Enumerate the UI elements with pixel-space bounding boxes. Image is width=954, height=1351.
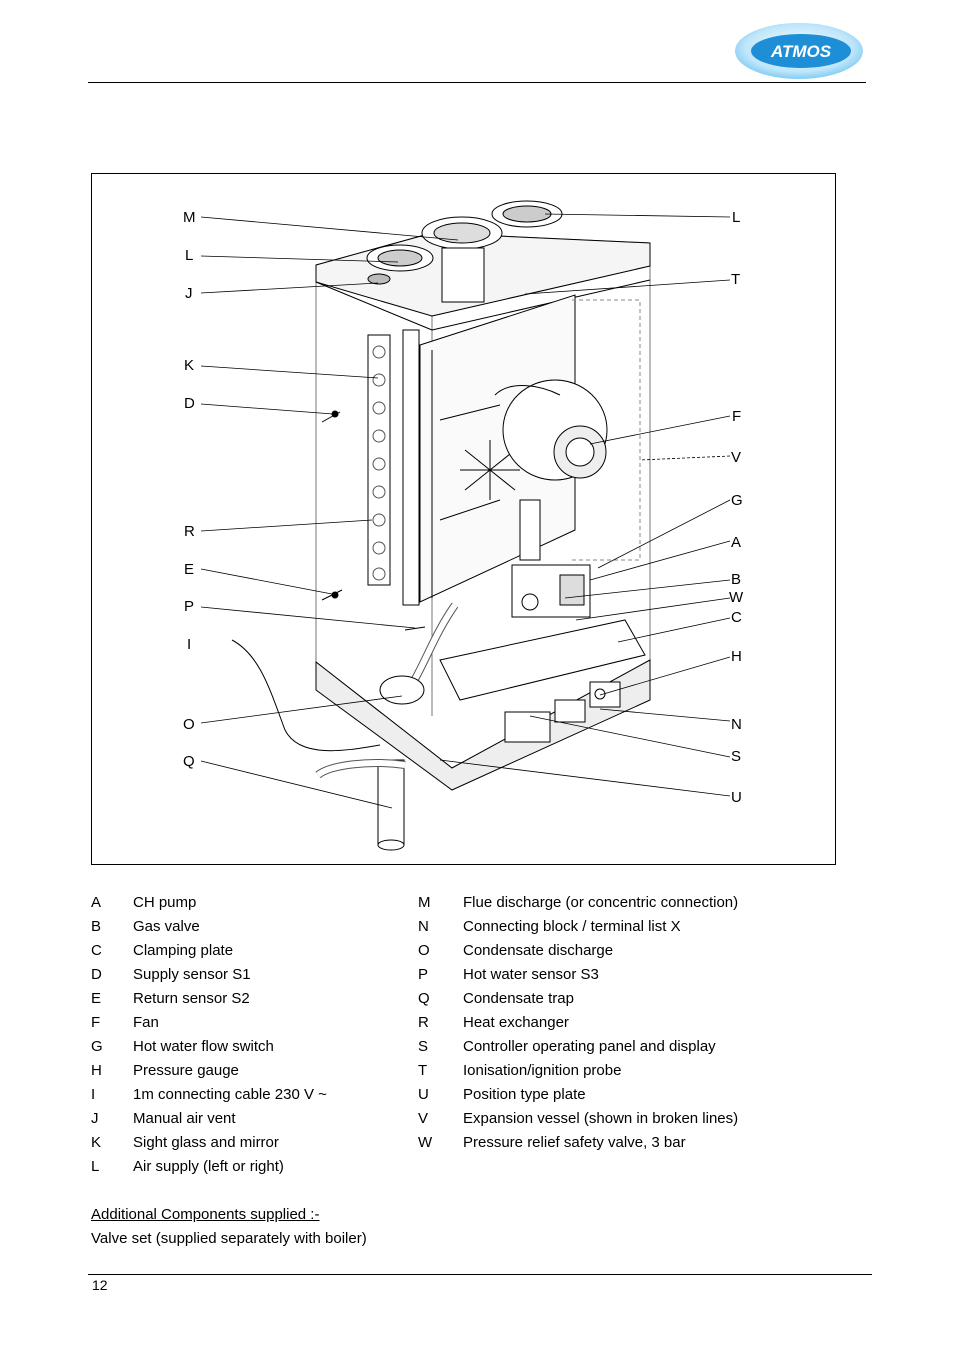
legend-text: 1m connecting cable 230 V ~ bbox=[133, 1086, 327, 1103]
legend-text: Position type plate bbox=[463, 1086, 586, 1103]
legend-letter: O bbox=[418, 942, 430, 959]
legend-letter: T bbox=[418, 1062, 428, 1079]
legend-row bbox=[91, 1035, 391, 1059]
legend-row bbox=[91, 891, 391, 915]
legend-letter: N bbox=[418, 918, 429, 935]
callout-w: W bbox=[729, 589, 744, 606]
legend-letter: F bbox=[91, 1014, 101, 1031]
legend-row bbox=[91, 1011, 391, 1035]
callout-i: I bbox=[187, 636, 192, 653]
callout-b: B bbox=[731, 571, 742, 588]
legend-letter: B bbox=[91, 918, 102, 935]
legend-letter: G bbox=[91, 1038, 103, 1055]
legend-text: Pressure gauge bbox=[133, 1062, 239, 1079]
legend-right bbox=[418, 891, 818, 1155]
legend-row bbox=[418, 891, 818, 915]
legend-row bbox=[91, 1131, 391, 1155]
legend-text: Manual air vent bbox=[133, 1110, 236, 1127]
legend-text: Condensate discharge bbox=[463, 942, 614, 959]
legend-text: Hot water flow switch bbox=[133, 1038, 274, 1055]
legend-row bbox=[91, 1107, 391, 1131]
legend-text: Pressure relief safety valve, 3 bar bbox=[463, 1134, 686, 1151]
legend-text: Ionisation/ignition probe bbox=[463, 1062, 622, 1079]
legend-row bbox=[91, 987, 391, 1011]
legend-letter: L bbox=[91, 1158, 100, 1175]
legend-text: Supply sensor S1 bbox=[133, 966, 251, 983]
callout-t: T bbox=[731, 271, 741, 288]
callout-c: C bbox=[731, 609, 742, 626]
legend-letter: V bbox=[418, 1110, 429, 1127]
callout-h: H bbox=[731, 648, 742, 665]
legend-text: Expansion vessel (shown in broken lines) bbox=[463, 1110, 739, 1127]
legend-text: Flue discharge (or concentric connection) bbox=[463, 894, 739, 911]
legend-row bbox=[91, 939, 391, 963]
callout-l-right: L bbox=[732, 209, 741, 226]
legend-text: CH pump bbox=[133, 894, 197, 911]
footer-rule bbox=[88, 1274, 872, 1275]
legend-letter: R bbox=[418, 1014, 429, 1031]
legend-text: Gas valve bbox=[133, 918, 200, 935]
callout-o: O bbox=[183, 716, 195, 733]
legend-row bbox=[418, 1107, 818, 1131]
legend-text: Clamping plate bbox=[133, 942, 234, 959]
callout-e: E bbox=[184, 561, 195, 578]
legend-letter: A bbox=[91, 894, 102, 911]
legend-letter: U bbox=[418, 1086, 429, 1103]
legend-letter: H bbox=[91, 1062, 102, 1079]
legend-row bbox=[418, 963, 818, 987]
legend-text: Heat exchanger bbox=[463, 1014, 569, 1031]
legend-row bbox=[418, 1011, 818, 1035]
callout-q: Q bbox=[183, 753, 195, 770]
callout-l-left: L bbox=[185, 247, 194, 264]
callout-a: A bbox=[731, 534, 742, 551]
legend-row bbox=[418, 1035, 818, 1059]
legend-text: Fan bbox=[133, 1014, 159, 1031]
callout-p: P bbox=[184, 598, 195, 615]
legend-letter: J bbox=[91, 1110, 99, 1127]
legend-text: Return sensor S2 bbox=[133, 990, 250, 1007]
legend-letter: K bbox=[91, 1134, 102, 1151]
legend-letter: S bbox=[418, 1038, 429, 1055]
legend-row bbox=[91, 1083, 391, 1107]
legend-row bbox=[91, 915, 391, 939]
callout-j: J bbox=[185, 285, 193, 302]
callout-k: K bbox=[184, 357, 195, 374]
legend-text: Connecting block / terminal list X bbox=[463, 918, 681, 935]
legend-row bbox=[418, 1131, 818, 1155]
legend-row bbox=[418, 915, 818, 939]
callout-n: N bbox=[731, 716, 742, 733]
legend-letter: E bbox=[91, 990, 102, 1007]
legend-text: Controller operating panel and display bbox=[463, 1038, 716, 1055]
legend-text: Condensate trap bbox=[463, 990, 574, 1007]
legend-letter: C bbox=[91, 942, 102, 959]
callout-g: G bbox=[731, 492, 743, 509]
legend-row bbox=[418, 987, 818, 1011]
callout-m: M bbox=[183, 209, 196, 226]
legend-row bbox=[418, 1083, 818, 1107]
legend-row bbox=[91, 1059, 391, 1083]
callout-f: F bbox=[732, 408, 742, 425]
legend-letter: M bbox=[418, 894, 431, 911]
legend-letter: D bbox=[91, 966, 102, 983]
additional-components-title: Additional Components supplied :- bbox=[91, 1206, 320, 1223]
legend-left bbox=[91, 891, 391, 1179]
callout-v: V bbox=[731, 449, 742, 466]
callout-r: R bbox=[184, 523, 195, 540]
legend-letter: Q bbox=[418, 990, 430, 1007]
legend-row bbox=[418, 939, 818, 963]
page-number: 12 bbox=[92, 1277, 108, 1293]
legend-row bbox=[91, 963, 391, 987]
callout-u: U bbox=[731, 789, 742, 806]
callout-d: D bbox=[184, 395, 195, 412]
legend-text: Sight glass and mirror bbox=[133, 1134, 279, 1151]
callout-s: S bbox=[731, 748, 742, 765]
legend-text: Air supply (left or right) bbox=[133, 1158, 284, 1175]
left-manifold bbox=[368, 335, 390, 585]
legend-text: Hot water sensor S3 bbox=[463, 966, 599, 983]
additional-components-item: Valve set (supplied separately with boiler) bbox=[91, 1230, 367, 1247]
legend-letter: W bbox=[418, 1134, 433, 1151]
logo-text: ATMOS bbox=[770, 42, 832, 61]
legend-row bbox=[91, 1155, 391, 1179]
legend-letter: P bbox=[418, 966, 429, 983]
legend-letter: I bbox=[91, 1086, 96, 1103]
legend-row bbox=[418, 1059, 818, 1083]
